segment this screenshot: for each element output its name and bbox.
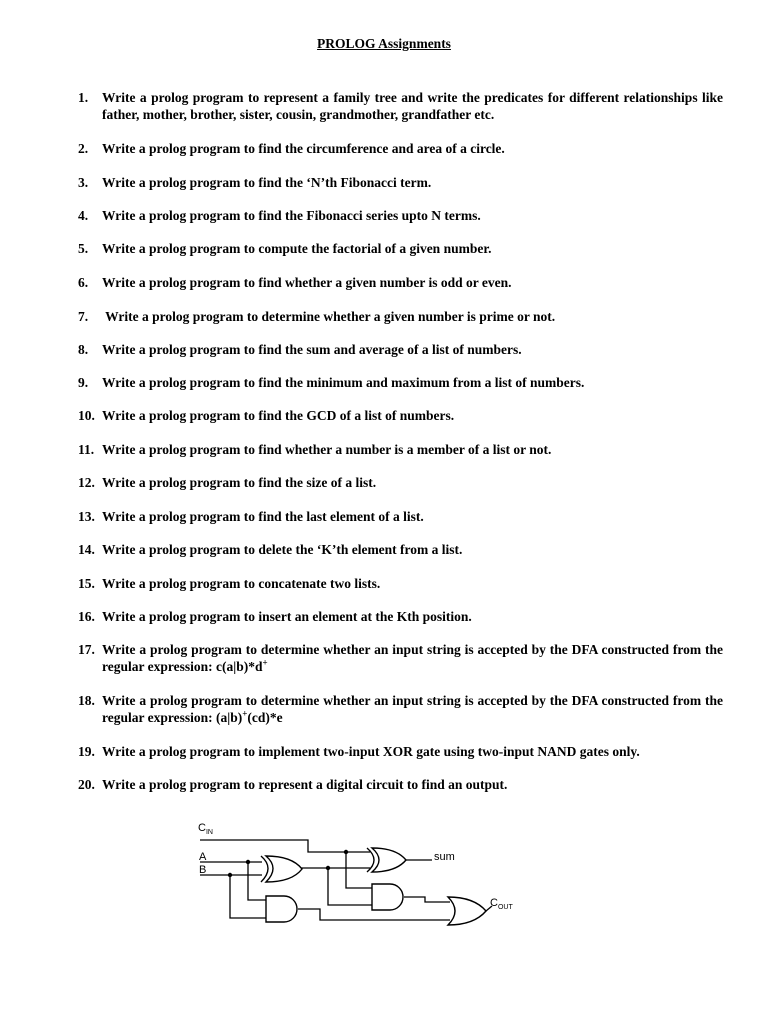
item-text: Write a prolog program to find the Fibonacci series upto N terms. [102,208,481,223]
item-number: 13. [78,509,95,524]
junction-dot [246,860,250,864]
item-number: 4. [78,208,89,223]
item-text: Write a prolog program to concatenate two lists. [102,576,381,591]
item-number: 16. [78,609,95,624]
xor1-branch-wire [328,868,372,905]
item-text: Write a prolog program to find the sum and average of a list of numbers. [102,342,522,357]
item-text: Write a prolog program to find the size of a list. [102,475,377,490]
item-number: 10. [78,408,95,423]
item-number: 12. [78,475,95,490]
item-text: Write a prolog program to determine whether a given number is prime or not. [102,309,556,324]
item-text: Write a prolog program to represent a digital circuit to find an output. [102,777,508,792]
item-number: 9. [78,375,89,390]
item-number: 8. [78,342,89,357]
a-branch-wire [248,862,266,900]
junction-dot [228,873,232,877]
item-number: 5. [78,241,89,256]
item-text: Write a prolog program to find the last element of a list. [102,509,424,524]
item-text: Write a prolog program to find whether a number is a member of a list or not. [102,442,552,457]
item-number: 3. [78,175,89,190]
item-text: Write a prolog program to insert an element at the Kth position. [102,609,472,624]
cout-label: $C_{OUT}$ [490,897,513,911]
or-gate [448,897,486,925]
item-text: Write a prolog program to find the circumference and area of a circle. [102,141,505,156]
item-text: Write a prolog program to implement two-input XOR gate using two-input NAND gates only. [102,744,640,759]
item-number: 20. [78,777,95,792]
and-gate-1 [266,896,297,922]
item-number: 17. [78,642,95,657]
cin-label: $C_{IN}$ [198,822,213,836]
superscript-plus: + [242,708,248,719]
item-number: 15. [78,576,95,591]
superscript-plus: + [262,657,268,668]
xor-gate-1 [266,856,302,882]
item-number: 7. [78,309,89,324]
a-label: A [199,851,207,863]
item-text: Write a prolog program to find whether a given number is odd or even. [102,275,512,290]
junction-dot [326,866,330,870]
page-title: PROLOG Assignments [317,36,451,51]
item-text-main: Write a prolog program to determine whether an input string is accepted by the DFA constructed from the regular expression: (a|b) [102,693,723,725]
xor-gate-1-curve [261,856,268,882]
cin-wire [200,840,370,852]
item-number: 19. [78,744,95,759]
item-text: Write a prolog program to find the ‘N’th Fibonacci term. [102,175,432,190]
item-text: Write a prolog program to represent a family tree and write the predicates for different relationships like father, mother, brother, sister, cousin, grandmother, grandfather etc. [102,90,723,122]
item-number: 1. [78,90,89,105]
item-number: 14. [78,542,95,557]
item-text-main: Write a prolog program to determine whether an input string is accepted by the DFA constructed from the regular expression: c(a|b)*d [102,642,723,674]
sum-label: sum [434,851,455,863]
item-text-after: (cd)*e [247,710,283,725]
and2-out-wire [404,897,450,902]
item-number: 6. [78,275,89,290]
item-text: Write a prolog program to find the GCD of a list of numbers. [102,408,455,423]
item-number: 2. [78,141,89,156]
item-text: Write a prolog program to delete the ‘K’th element from a list. [102,542,463,557]
item-number: 18. [78,693,95,708]
b-label: B [199,864,207,876]
item-number: 11. [78,442,95,457]
cin-branch-wire [346,852,372,888]
xor-gate-2 [372,848,406,872]
junction-dot [344,850,348,854]
and-gate-2 [372,884,403,910]
item-text: Write a prolog program to compute the factorial of a given number. [102,241,492,256]
item-text: Write a prolog program to find the minimum and maximum from a list of numbers. [102,375,585,390]
